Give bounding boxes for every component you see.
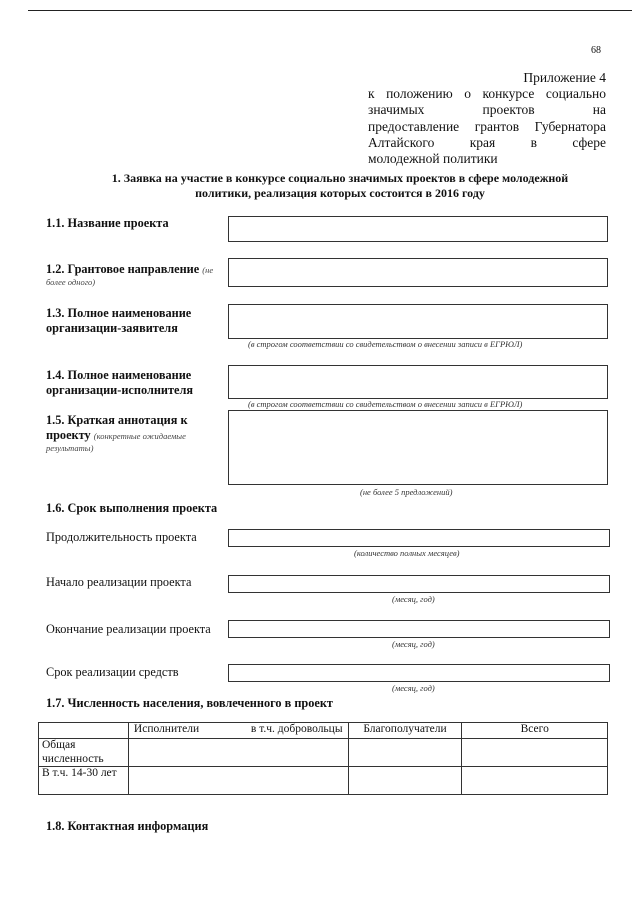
form-title-line: политики, реализация которых состоится в 2016 году	[195, 186, 485, 200]
volunteers-header: в т.ч. добровольцы	[250, 723, 343, 735]
table-cell[interactable]	[462, 739, 608, 767]
duration-caption: (количество полных месяцев)	[354, 548, 460, 558]
applicant-org-label-line: 1.3. Полное наименование	[46, 306, 192, 320]
total-header: Всего	[462, 723, 608, 739]
grant-direction-hint: (не	[202, 265, 214, 275]
start-field[interactable]	[228, 575, 610, 593]
table-cell[interactable]	[348, 739, 462, 767]
appendix-line: значимых проектов на	[368, 102, 606, 118]
annotation-hint: (конкретные ожидаемые	[93, 431, 186, 441]
funds-label: Срок реализации средств	[46, 665, 179, 679]
annotation-label-line: проекту	[46, 428, 91, 442]
appendix-line: Приложение 4	[523, 70, 606, 85]
table-cell[interactable]	[462, 767, 608, 795]
annotation-hint-cont: результаты)	[46, 443, 94, 453]
appendix-line: к положению о конкурсе социально	[368, 86, 606, 102]
section-16-heading: 1.6. Срок выполнения проекта	[46, 501, 218, 515]
annotation-caption: (не более 5 предложений)	[360, 487, 453, 497]
appendix-line: молодежной политики	[368, 151, 498, 167]
end-field[interactable]	[228, 620, 610, 638]
applicant-org-label-line: организации-заявителя	[46, 321, 178, 335]
project-name-label: 1.1. Название проекта	[46, 216, 169, 230]
grant-direction-field[interactable]	[228, 258, 608, 287]
table-header-cell	[128, 723, 348, 739]
section-17-heading: 1.7. Численность населения, вовлеченного в проект	[46, 696, 333, 710]
applicant-org-label	[46, 306, 191, 336]
duration-field[interactable]	[228, 529, 610, 547]
table-cell[interactable]	[348, 767, 462, 795]
grant-direction-title: 1.2. Грантовое направление	[46, 262, 200, 276]
appendix-line: предоставление грантов Губернатора	[368, 118, 606, 134]
row-label: В т.ч. 14-30 лет	[39, 767, 129, 795]
table-row	[39, 767, 608, 795]
annotation-label-line: 1.5. Краткая аннотация к	[46, 413, 188, 427]
form-title	[90, 171, 590, 201]
project-name-field[interactable]	[228, 216, 608, 242]
end-caption: (месяц, год)	[392, 639, 435, 649]
executor-org-label-line: организации-исполнителя	[46, 383, 194, 397]
table-cell[interactable]	[128, 767, 348, 795]
section-18-heading: 1.8. Контактная информация	[46, 819, 209, 833]
form-title-line: 1. Заявка на участие в конкурсе социально значимых проектов в сфере молодежной	[111, 171, 569, 185]
executors-header: Исполнители	[133, 723, 200, 735]
end-label: Окончание реализации проекта	[46, 622, 211, 636]
start-label: Начало реализации проекта	[46, 575, 192, 589]
executor-org-field[interactable]	[228, 365, 608, 399]
appendix-heading	[368, 70, 606, 167]
executor-org-label-line: 1.4. Полное наименование	[46, 368, 192, 382]
applicant-org-caption: (в строгом соответствии со свидетельством о внесении записи в ЕГРЮЛ)	[248, 339, 523, 349]
executor-org-caption: (в строгом соответствии со свидетельством о внесении записи в ЕГРЮЛ)	[248, 399, 523, 409]
appendix-line: Алтайского края в сфере	[368, 134, 606, 150]
row-label: Общая численность	[39, 739, 129, 767]
grant-direction-hint-cont: более одного)	[46, 277, 96, 287]
funds-field[interactable]	[228, 664, 610, 682]
funds-caption: (месяц, год)	[392, 683, 435, 693]
executor-org-label	[46, 368, 193, 398]
table-cell[interactable]	[128, 739, 348, 767]
duration-label: Продолжительность проекта	[46, 530, 197, 544]
population-table	[38, 722, 608, 795]
table-header-row	[39, 723, 608, 739]
annotation-label	[46, 413, 226, 444]
annotation-field[interactable]	[228, 410, 608, 485]
applicant-org-field[interactable]	[228, 304, 608, 339]
beneficiaries-header: Благополучатели	[348, 723, 462, 739]
start-caption: (месяц, год)	[392, 594, 435, 604]
top-rule	[28, 10, 632, 11]
grant-direction-label	[46, 262, 226, 278]
table-row	[39, 739, 608, 767]
page-number: 68	[591, 45, 601, 56]
table-header-cell	[39, 723, 129, 739]
